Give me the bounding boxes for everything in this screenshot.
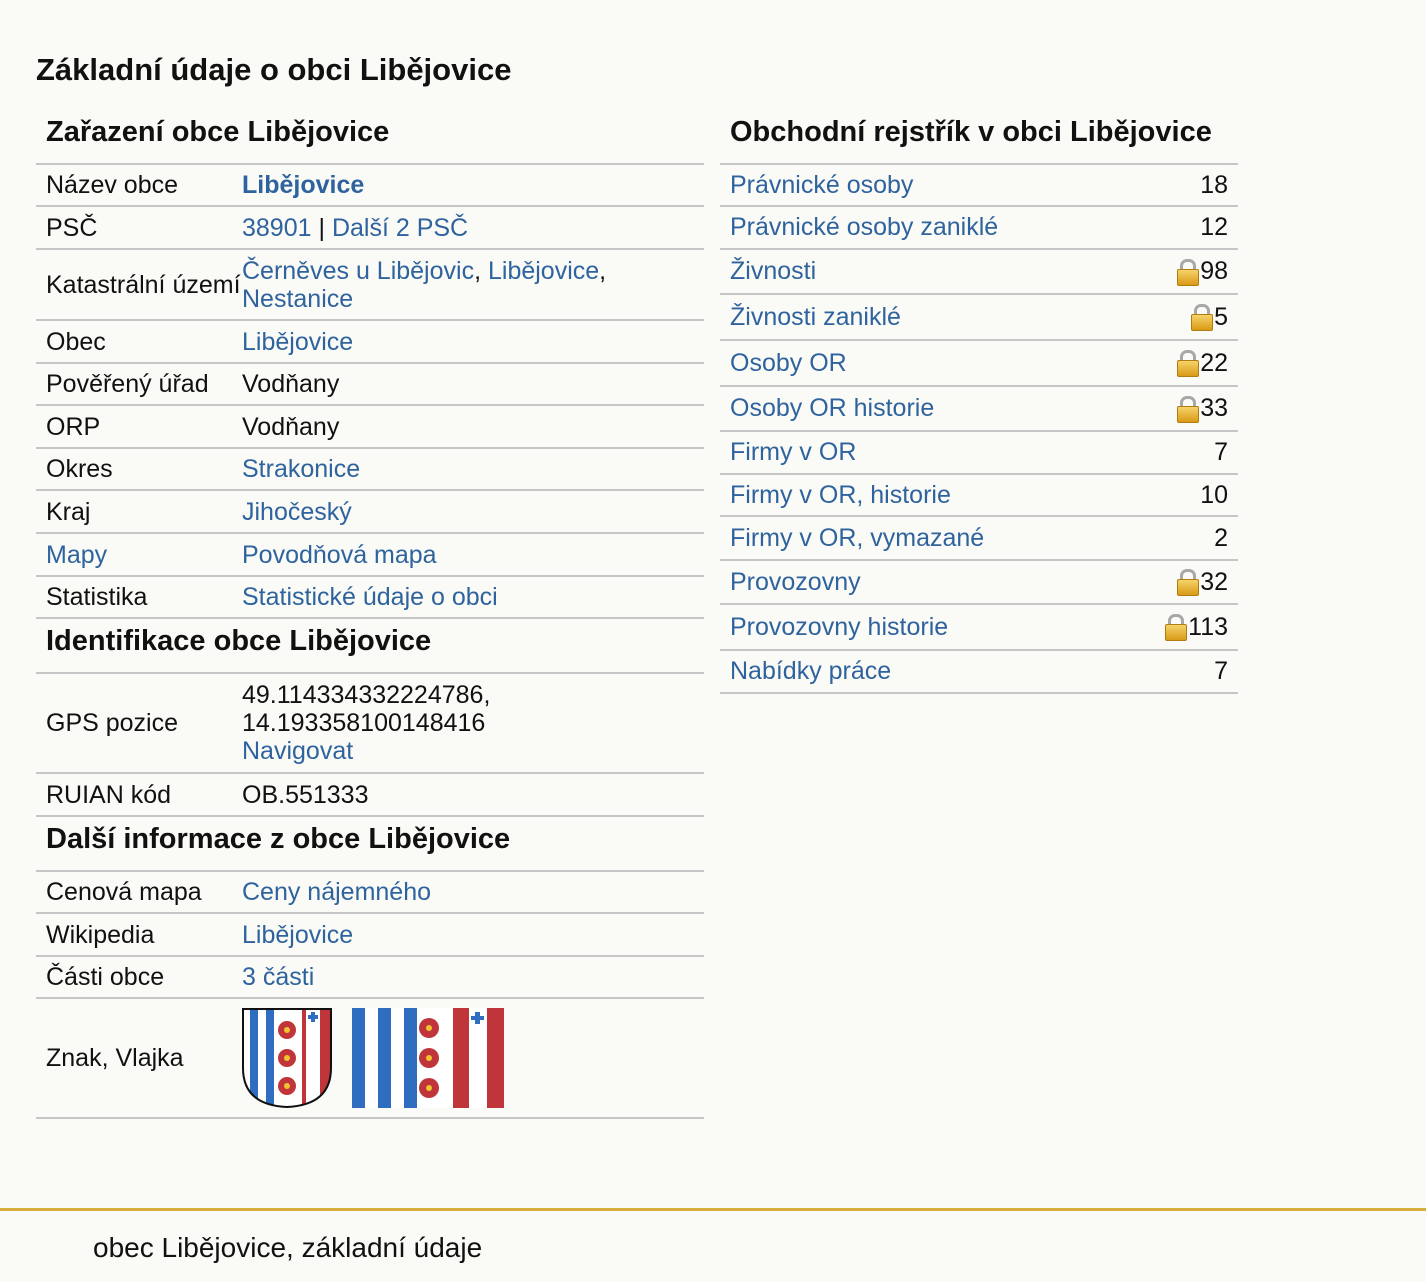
or-row-link[interactable]: Právnické osoby zaniklé — [730, 213, 999, 241]
or-row-count: 18 — [1200, 170, 1228, 199]
or-row — [720, 250, 1238, 295]
or-row-link[interactable]: Živnosti — [730, 257, 817, 285]
value-ruian: OB.551333 — [242, 780, 369, 809]
or-row — [720, 651, 1238, 694]
or-row-count-wrap — [1176, 349, 1228, 378]
flag-icon[interactable] — [352, 1008, 504, 1108]
link-katastr-libejovice[interactable]: Libějovice — [487, 256, 600, 285]
label-kraj: Kraj — [46, 497, 91, 526]
or-row-count: 113 — [1188, 612, 1228, 641]
left-column — [36, 110, 704, 1119]
label-nazev-obce: Název obce — [46, 171, 179, 199]
or-row-count-wrap — [1176, 257, 1228, 286]
link-statisticke-udaje[interactable]: Statistické údaje o obci — [242, 583, 498, 611]
or-row — [720, 165, 1238, 207]
or-row-link[interactable]: Provozovny — [730, 567, 861, 596]
label-wikipedia: Wikipedia — [46, 920, 155, 949]
lock-icon[interactable] — [1176, 568, 1198, 596]
or-row-count-wrap — [1200, 213, 1228, 242]
or-row-count: 32 — [1200, 567, 1228, 596]
link-obec[interactable]: Libějovice — [242, 327, 354, 356]
or-row-count-wrap — [1214, 524, 1228, 553]
or-row — [720, 295, 1238, 341]
or-row-count-wrap — [1200, 481, 1228, 510]
row-okres — [36, 449, 704, 491]
gps-longitude: 14.193358100148416 — [242, 709, 486, 737]
link-povodnova-mapa[interactable]: Povodňová mapa — [242, 540, 437, 569]
row-ruian — [36, 774, 704, 817]
or-row-count: 12 — [1200, 213, 1228, 241]
psc-separator: | — [318, 213, 325, 242]
or-row-link[interactable]: Osoby OR — [730, 348, 847, 377]
or-row-link[interactable]: Právnické osoby — [730, 170, 914, 199]
or-row-count-wrap — [1200, 171, 1228, 200]
right-column — [720, 110, 1238, 694]
or-row-count: 7 — [1214, 438, 1228, 466]
label-cenova-mapa: Cenová mapa — [46, 878, 202, 906]
row-psc — [36, 207, 704, 250]
or-row-count-wrap — [1176, 568, 1228, 597]
link-nazev-obce[interactable]: Libějovice — [242, 171, 365, 199]
or-row-link[interactable]: Nabídky práce — [730, 657, 892, 685]
or-row-count-wrap — [1176, 394, 1228, 423]
or-row — [720, 387, 1238, 432]
or-row-link[interactable]: Firmy v OR — [730, 438, 857, 466]
or-row-count-wrap — [1164, 613, 1228, 642]
row-cenova-mapa — [36, 872, 704, 914]
label-orp: ORP — [46, 412, 101, 441]
link-kraj[interactable]: Jihočeský — [242, 497, 352, 526]
row-znak-vlajka — [36, 999, 704, 1119]
label-gps: GPS pozice — [46, 709, 179, 737]
link-okres[interactable]: Strakonice — [242, 455, 361, 483]
label-povereny-urad: Pověřený úřad — [46, 370, 209, 398]
coat-of-arms-icon[interactable] — [242, 1008, 332, 1108]
or-row — [720, 561, 1238, 605]
label-znak-vlajka: Znak, Vlajka — [46, 1044, 184, 1072]
link-ceny-najemneho[interactable]: Ceny nájemného — [242, 878, 432, 906]
or-row-link[interactable]: Firmy v OR, vymazané — [730, 523, 985, 552]
obchodni-rejstrik-list — [720, 165, 1238, 694]
link-katastr-cerneves[interactable]: Černěves u Libějovic — [242, 256, 475, 285]
section-title-obchodni-rejstrik: Obchodní rejstřík v obci Libějovice — [720, 110, 1238, 165]
label-ruian: RUIAN kód — [46, 780, 172, 809]
or-row-link[interactable]: Osoby OR historie — [730, 394, 935, 422]
gps-latitude: 49.114334332224786, — [242, 681, 491, 709]
or-row-count-wrap — [1214, 438, 1228, 467]
or-row — [720, 207, 1238, 250]
section-title-identifikace: Identifikace obce Libějovice — [36, 619, 704, 674]
lock-icon[interactable] — [1164, 613, 1186, 641]
or-row-count: 98 — [1200, 257, 1228, 285]
label-obec: Obec — [46, 327, 106, 356]
row-orp — [36, 406, 704, 449]
or-row-link[interactable]: Provozovny historie — [730, 612, 949, 641]
link-psc[interactable]: 38901 — [242, 213, 312, 242]
or-row-count: 10 — [1200, 480, 1228, 509]
or-row-count: 33 — [1200, 394, 1228, 422]
link-casti-obce[interactable]: 3 části — [242, 963, 315, 991]
row-kraj — [36, 491, 704, 534]
lock-icon[interactable] — [1176, 395, 1198, 423]
row-wikipedia — [36, 914, 704, 957]
label-casti-obce: Části obce — [46, 963, 165, 991]
or-row-link[interactable]: Živnosti zaniklé — [730, 302, 901, 331]
section-title-dalsi: Další informace z obce Libějovice — [36, 817, 704, 872]
or-row — [720, 605, 1238, 651]
or-row-count-wrap — [1214, 657, 1228, 686]
label-statistika: Statistika — [46, 583, 148, 611]
link-mapy[interactable]: Mapy — [46, 540, 108, 569]
label-psc: PSČ — [46, 213, 98, 242]
value-povereny-urad: Vodňany — [242, 370, 340, 398]
link-navigovat[interactable]: Navigovat — [242, 737, 354, 765]
link-wikipedia[interactable]: Libějovice — [242, 920, 354, 949]
footer-text: obec Libějovice, základní údaje — [93, 1232, 483, 1263]
lock-icon[interactable] — [1190, 303, 1212, 331]
row-povereny-urad — [36, 364, 704, 406]
or-row — [720, 341, 1238, 387]
row-gps — [36, 674, 704, 774]
or-row-count-wrap — [1190, 303, 1228, 332]
footer-divider — [0, 1208, 1426, 1211]
lock-icon[interactable] — [1176, 258, 1198, 286]
row-katastralni-uzemi: Katastrální území Černěves u Libějovic, Libějovice, Nestanice — [36, 250, 704, 321]
or-row-count: 7 — [1214, 657, 1228, 685]
or-row-count: 2 — [1214, 523, 1228, 552]
link-dalsi-psc[interactable]: Další 2 PSČ — [331, 213, 469, 242]
label-katastralni-uzemi: Katastrální území — [46, 270, 241, 299]
row-obec — [36, 321, 704, 364]
or-row — [720, 432, 1238, 475]
row-nazev-obce — [36, 165, 704, 207]
row-mapy — [36, 534, 704, 577]
label-okres: Okres — [46, 455, 113, 483]
or-row-count: 5 — [1214, 302, 1228, 331]
or-row-count: 22 — [1200, 348, 1228, 377]
or-row — [720, 475, 1238, 517]
row-statistika — [36, 577, 704, 619]
page-title: Základní údaje o obci Libějovice — [36, 52, 512, 87]
section-title-zarazeni: Zařazení obce Libějovice — [36, 110, 704, 165]
or-row-link[interactable]: Firmy v OR, historie — [730, 480, 951, 509]
value-orp: Vodňany — [242, 412, 340, 441]
link-katastr-nestanice[interactable]: Nestanice — [242, 284, 354, 313]
or-row — [720, 517, 1238, 561]
lock-icon[interactable] — [1176, 349, 1198, 377]
row-casti-obce — [36, 957, 704, 999]
